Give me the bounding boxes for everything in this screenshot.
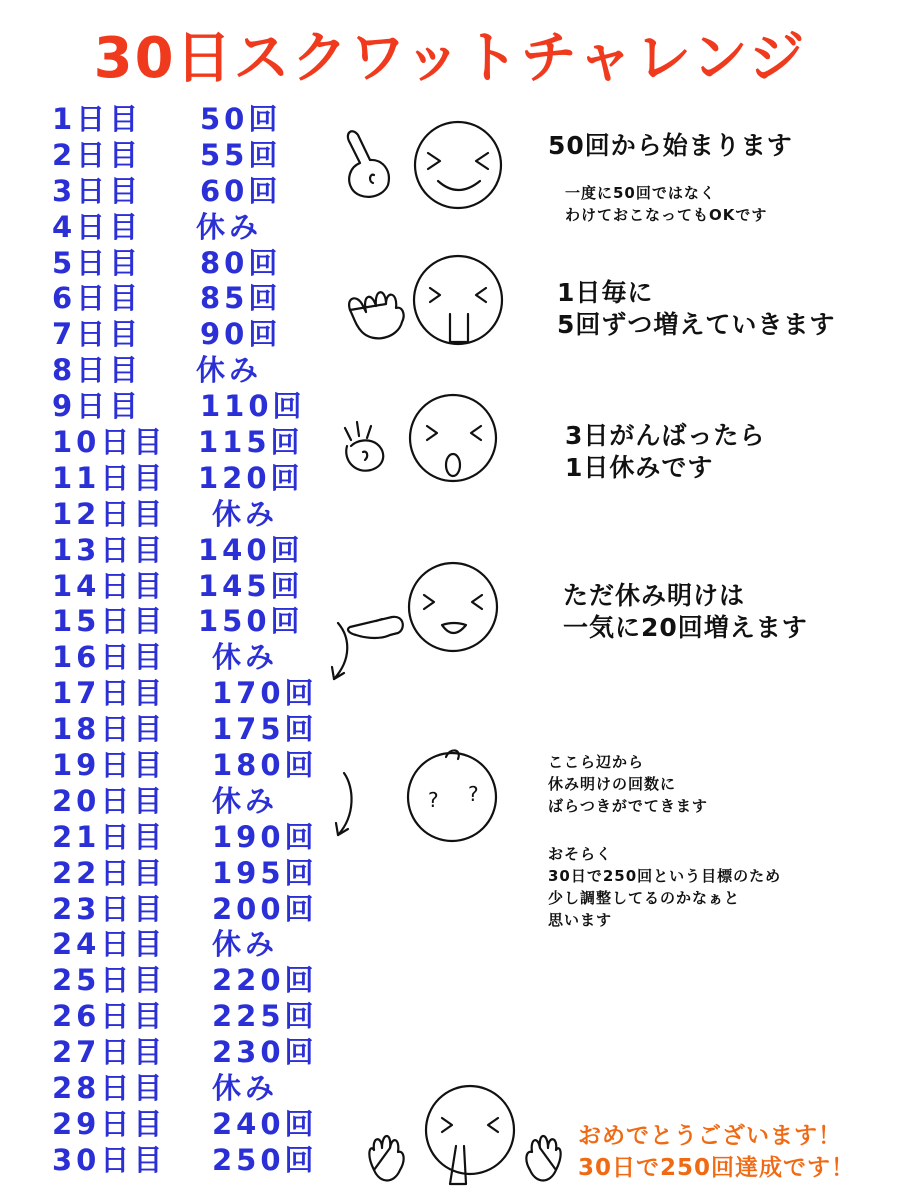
schedule-count: 250回 [212,1142,318,1177]
note-rest-1: 3日がんばったら [565,421,766,450]
note-start-sub-2: わけておこなってもOKです [565,206,768,224]
schedule-day: 27日目 [52,1035,167,1070]
schedule-count: 175回 [212,712,318,747]
schedule-count: 80回 [200,245,282,280]
schedule-day: 9日目 [52,389,143,424]
schedule-day: 12日目 [52,496,167,531]
schedule-day: 15日目 [52,604,167,639]
schedule-count: 230回 [212,1035,318,1070]
schedule-row [52,389,342,425]
schedule-day: 29日目 [52,1106,167,1141]
schedule-count: 85回 [200,281,282,316]
note-variance-1: ここら辺から [548,753,645,771]
schedule-count: 休み [212,640,279,675]
schedule-day: 13日目 [52,532,167,567]
schedule-count: 休み [212,783,279,818]
schedule-row [52,963,342,999]
note-variance-4: おそらく [548,845,613,863]
schedule-count: 90回 [200,317,282,352]
schedule-count: 145回 [198,568,304,603]
schedule-row [52,1035,342,1071]
schedule-day: 14日目 [52,568,167,603]
schedule-day: 20日目 [52,783,167,818]
note-jump-1: ただ休み明けは [563,581,746,610]
schedule-row [52,461,342,497]
schedule-count: 225回 [212,999,318,1034]
schedule-day: 5日目 [52,245,143,280]
note-start: 50回から始まります [548,131,793,160]
three-fingers-face-illustration [335,390,525,500]
schedule-day: 2日目 [52,137,143,172]
question-mark-right: ? [468,782,479,806]
pointing-face-illustration [330,115,530,225]
schedule-day: 11日目 [52,460,167,495]
waving-face-illustration [340,250,530,360]
schedule-count: 休み [196,353,263,388]
schedule-row [52,856,342,892]
schedule-row [52,102,342,138]
schedule-count: 140回 [198,532,304,567]
schedule-row [52,174,342,210]
schedule-day: 26日目 [52,999,167,1034]
schedule-count: 休み [212,927,279,962]
question-mark-left: ? [428,788,439,812]
schedule-count: 休み [196,209,263,244]
schedule-row [52,210,342,246]
schedule-day: 16日目 [52,640,167,675]
page-title: 30日スクワットチャレンジ [93,26,807,91]
note-increment-2: 5回ずつ増えていきます [557,310,836,339]
schedule-list [52,102,342,1179]
schedule-count: 220回 [212,963,318,998]
schedule-count: 55回 [200,137,282,172]
schedule-row [52,533,342,569]
schedule-day: 17日目 [52,676,167,711]
schedule-row [52,353,342,389]
schedule-day: 25日目 [52,963,167,998]
schedule-count: 170回 [212,676,318,711]
schedule-count: 休み [212,1071,279,1106]
note-variance-2: 休み明けの回数に [548,775,677,793]
schedule-row [52,425,342,461]
schedule-count: 195回 [212,855,318,890]
schedule-day: 4日目 [52,209,143,244]
schedule-row [52,820,342,856]
schedule-day: 23日目 [52,891,167,926]
schedule-row [52,1107,342,1143]
schedule-day: 22日目 [52,855,167,890]
schedule-count: 240回 [212,1106,318,1141]
schedule-row [52,138,342,174]
schedule-count: 150回 [198,604,304,639]
schedule-day: 30日目 [52,1142,167,1177]
schedule-count: 110回 [200,389,306,424]
schedule-row [52,676,342,712]
schedule-row [52,604,342,640]
schedule-row [52,1071,342,1107]
schedule-row [52,317,342,353]
schedule-row [52,712,342,748]
schedule-row [52,497,342,533]
schedule-row [52,569,342,605]
note-start-sub-1: 一度に50回ではなく [565,184,716,202]
schedule-day: 18日目 [52,712,167,747]
schedule-day: 1日目 [52,102,143,136]
schedule-day: 3日目 [52,173,143,208]
schedule-row [52,246,342,282]
schedule-row [52,999,342,1035]
schedule-count: 200回 [212,891,318,926]
schedule-count: 180回 [212,748,318,783]
schedule-count: 190回 [212,819,318,854]
confused-face-illustration [320,745,520,855]
schedule-row [52,748,342,784]
schedule-row [52,784,342,820]
schedule-day: 6日目 [52,281,143,316]
note-variance-5: 30日で250回という目標のため [548,867,782,885]
schedule-day: 7日目 [52,317,143,352]
schedule-row [52,892,342,928]
note-variance-6: 少し調整してるのかなぁと [548,889,741,907]
note-variance-3: ばらつきがでてきます [548,797,708,815]
schedule-count: 休み [212,496,279,531]
schedule-day: 24日目 [52,927,167,962]
note-variance-7: 思います [548,911,613,929]
note-congrats-1: おめでとうございます！ [578,1123,842,1149]
note-congrats-2: 30日で250回達成です！ [578,1155,856,1181]
schedule-row [52,640,342,676]
schedule-count: 115回 [198,425,304,460]
schedule-day: 28日目 [52,1071,167,1106]
schedule-day: 10日目 [52,425,167,460]
note-increment-1: 1日毎に [557,278,654,307]
schedule-row [52,927,342,963]
celebrating-face-illustration [360,1080,580,1200]
schedule-day: 8日目 [52,353,143,388]
schedule-count: 120回 [198,460,304,495]
note-rest-2: 1日休みです [565,453,714,482]
schedule-row [52,1143,342,1179]
schedule-row [52,281,342,317]
pointing-right-face-illustration [320,555,520,695]
schedule-count: 50回 [200,102,282,136]
schedule-count: 60回 [200,173,282,208]
note-jump-2: 一気に20回増えます [563,613,808,642]
schedule-day: 19日目 [52,748,167,783]
schedule-day: 21日目 [52,819,167,854]
